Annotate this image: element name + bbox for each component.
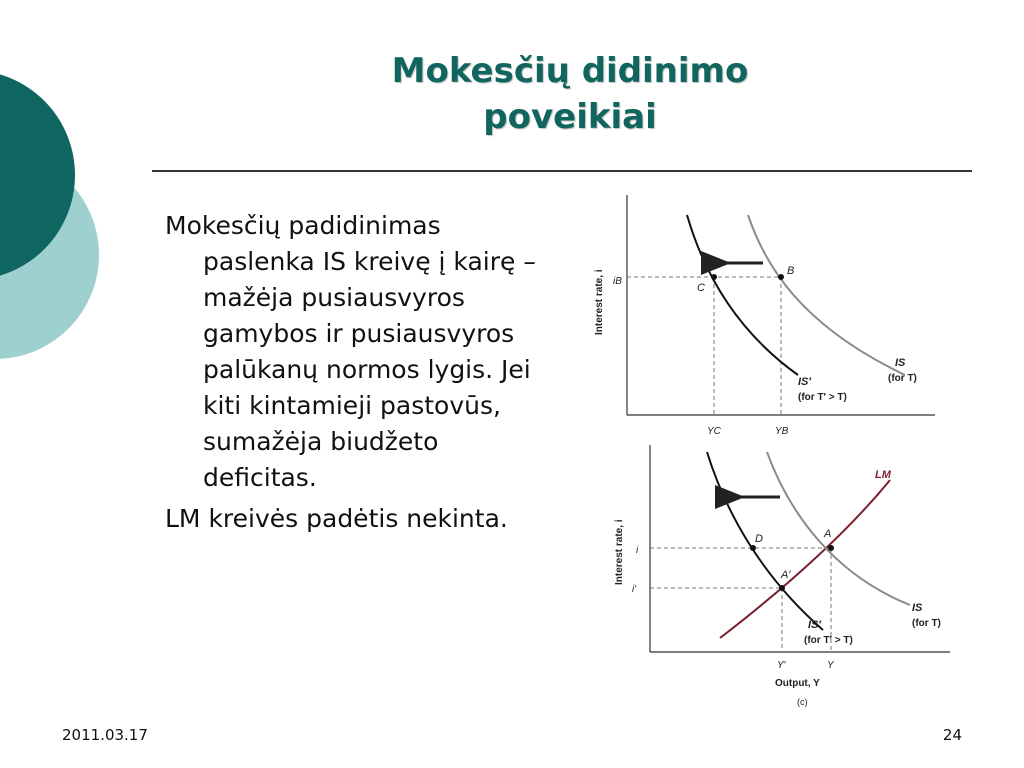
page-number: 24	[942, 726, 962, 744]
bottom-is-sub: (for T)	[912, 618, 941, 629]
top-is-label: IS	[895, 357, 906, 369]
bottom-panel-tag: (c)	[797, 697, 808, 707]
bottom-x-tick-y: Y	[827, 660, 834, 671]
bottom-rate-i-label: i	[636, 545, 639, 556]
top-x-tick-yc: YC	[707, 426, 721, 437]
decorative-circles	[0, 0, 110, 420]
bottom-is-prime-label: IS′	[808, 619, 822, 631]
top-y-axis-label: Interest rate, i	[594, 269, 605, 335]
bottom-y-axis-label: Interest rate, i	[614, 519, 625, 585]
slide-title	[300, 48, 840, 140]
bottom-lm-label: LM	[875, 469, 891, 481]
top-point-b-label: B	[787, 265, 795, 277]
is-lm-figure	[585, 190, 965, 720]
bottom-is-prime-sub: (for T′ > T)	[804, 635, 853, 646]
bottom-point-a-label: A	[824, 528, 832, 540]
top-rate-label: iB	[613, 276, 622, 287]
top-point-c-dot	[711, 274, 717, 280]
body-paragraph-1: Mokesčių padidinimas paslenka IS kreivę į kairę – mažėja pusiausvyros gamybos ir pusiausvyros palūkanų normos lygis. Jei kiti kintamieji pastovūs, sumažėja biudžeto deficitas.	[165, 211, 536, 492]
footer-date: 2011.03.17	[62, 726, 148, 744]
bottom-point-d-dot	[750, 545, 756, 551]
bottom-point-a-prime-label: A′	[781, 569, 791, 581]
bottom-panel	[614, 445, 950, 707]
top-panel	[594, 195, 935, 437]
top-x-tick-yb: YB	[775, 426, 789, 437]
top-is-prime-label: IS′	[798, 376, 812, 388]
bottom-rate-i-prime-label: i′	[632, 584, 637, 595]
bottom-is-label: IS	[912, 602, 923, 614]
bottom-point-d-label: D	[755, 533, 763, 545]
bottom-point-a-dot	[828, 545, 834, 551]
top-is-prime-sub: (for T′ > T)	[798, 392, 847, 403]
title-line-1: Mokesčių didinimo	[391, 51, 749, 91]
top-is-sub: (for T)	[888, 373, 917, 384]
slide-body	[165, 208, 555, 542]
title-line-2: poveikiai	[483, 97, 657, 137]
top-point-c-label: C	[697, 282, 705, 294]
title-divider	[152, 170, 972, 172]
top-point-b-dot	[778, 274, 784, 280]
bottom-point-a-prime-dot	[779, 585, 785, 591]
bottom-x-axis-label: Output, Y	[775, 678, 820, 689]
top-is-curve	[748, 215, 905, 375]
body-paragraph-2: LM kreivės padėtis nekinta.	[165, 504, 508, 533]
bottom-x-tick-y-prime: Y′	[777, 660, 786, 671]
